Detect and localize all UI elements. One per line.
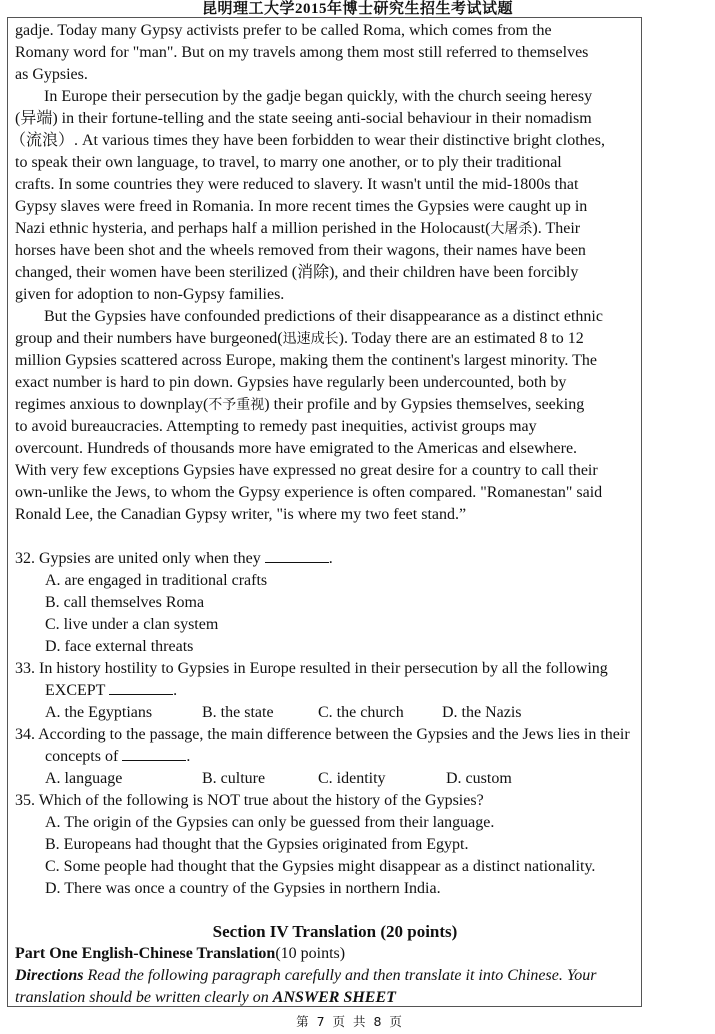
option[interactable]: B. the state	[202, 704, 274, 721]
passage-line: (异端) in their fortune-telling and the state seeing anti-social behaviour in their nomadism	[15, 110, 592, 127]
question-stem: Gypsies are united only when they	[39, 550, 261, 567]
option[interactable]: B. Europeans had thought that the Gypsies originated from Egypt.	[45, 836, 469, 853]
option[interactable]: D. the Nazis	[442, 704, 522, 721]
passage-line: With very few exceptions Gypsies have expressed no great desire for a country to call their	[15, 462, 598, 479]
question-stem: According to the passage, the main difference between the Gypsies and the Jews lies in their	[38, 726, 630, 743]
option[interactable]: C. identity	[318, 770, 386, 787]
option[interactable]: B. call themselves Roma	[45, 594, 205, 611]
passage-line: Gypsy slaves were freed in Romania. In more recent times the Gypsies were caught up in	[15, 198, 588, 215]
passage-line: million Gypsies scattered across Europe, making them the continent's largest minority. The	[15, 352, 598, 369]
question-33	[15, 658, 608, 680]
passage-line: own-unlike the Jews, to whom the Gypsy experience is often compared. "Romanestan" said	[15, 484, 603, 501]
passage-line: changed, their women have been sterilized (消除), and their children have been forcibly	[15, 264, 579, 281]
options-row-34	[0, 768, 700, 790]
passage-line: as Gypsies.	[15, 66, 88, 83]
section-title: Section IV Translation (20 points)	[212, 922, 458, 941]
answer-blank	[265, 548, 329, 563]
passage-line: given for adoption to non-Gypsy families.	[15, 286, 285, 303]
passage-line: to speak their own language, to travel, to marry one another, or to ply their traditional	[15, 154, 562, 171]
option[interactable]: D. custom	[446, 770, 512, 787]
page-number: 第 7 页 共 8 页	[296, 1014, 404, 1029]
question-number: 33.	[15, 660, 35, 677]
options-row-33	[0, 702, 700, 724]
question-33-cont: EXCEPT .	[45, 682, 178, 699]
directions-text: Read the following paragraph carefully and then translate it into Chinese. Your	[83, 967, 597, 984]
part-heading	[15, 943, 345, 965]
passage-line-burgeoned	[15, 328, 584, 350]
question-number: 35.	[15, 792, 35, 809]
directions-line-2	[15, 987, 396, 1009]
answer-blank	[109, 680, 173, 695]
gloss-holocaust: 大屠杀	[490, 221, 533, 237]
passage-line: horses have been shot and the wheels removed from their wagons, their names have been	[15, 242, 586, 259]
question-number: 34.	[15, 726, 35, 743]
question-number: 32.	[15, 550, 35, 567]
passage-line: ). Their	[532, 220, 581, 237]
directions-line-1	[15, 965, 596, 987]
passage-line: crafts. In some countries they were reduced to slavery. It wasn't until the mid-1800s that	[15, 176, 579, 193]
option[interactable]: A. language	[45, 770, 123, 787]
option[interactable]: A. the Egyptians	[45, 704, 153, 721]
question-35	[15, 790, 484, 812]
answer-sheet-label: ANSWER SHEET	[272, 989, 396, 1006]
option[interactable]: D. There was once a country of the Gypsies in northern India.	[45, 880, 441, 897]
passage-line: gadje. Today many Gypsy activists prefer to be called Roma, which comes from the	[15, 22, 552, 39]
directions-text-2: translation should be written clearly on	[15, 989, 273, 1006]
passage-line: to avoid bureaucracies. Attempting to remedy past inequities, activist groups may	[15, 418, 537, 435]
passage-line: But the Gypsies have confounded predictions of their disappearance as a distinct ethnic	[44, 308, 603, 325]
option[interactable]: A. The origin of the Gypsies can only be guessed from their language.	[45, 814, 495, 831]
question-stem-cont: concepts of	[45, 748, 119, 765]
option[interactable]: C. the church	[318, 704, 404, 721]
passage-line: Romany word for "man". But on my travels among them most still referred to themselves	[15, 44, 589, 61]
directions-label: Directions	[15, 967, 84, 984]
passage-line: ). Today there are an estimated 8 to 12	[338, 330, 584, 347]
passage-line: overcount. Hundreds of thousands more have emigrated to the Americas and elsewhere.	[15, 440, 578, 457]
passage-line-downplay	[15, 394, 584, 416]
gloss-downplay: 不予重视	[208, 397, 265, 413]
passage-line: regimes anxious to downplay(	[15, 396, 209, 413]
gloss-burgeoned: 迅速成长	[282, 331, 339, 347]
question-stem: Which of the following is NOT true about the history of the Gypsies?	[38, 792, 484, 809]
passage-line: ) their profile and by Gypsies themselves, seeking	[264, 396, 585, 413]
option[interactable]: B. culture	[202, 770, 266, 787]
question-32: 32. Gypsies are united only when they .	[15, 550, 333, 567]
passage-line: exact number is hard to pin down. Gypsies have regularly been undercounted, both by	[15, 374, 567, 391]
passage-line: （流浪）. At various times they have been forbidden to wear their distinctive bright clothes,	[10, 132, 605, 149]
question-stem-cont: EXCEPT	[45, 682, 106, 699]
option[interactable]: C. Some people had thought that the Gypsies might disappear as a distinct nationality.	[45, 858, 596, 875]
passage-line: Nazi ethnic hysteria, and perhaps half a million perished in the Holocaust(	[15, 220, 491, 237]
passage-line: Ronald Lee, the Canadian Gypsy writer, "is where my two feet stand.”	[15, 506, 467, 523]
part-points: (10 points)	[275, 945, 346, 962]
part-title: Part One English-Chinese Translation	[15, 945, 276, 962]
passage-line: In Europe their persecution by the gadje began quickly, with the church seeing heresy	[44, 88, 593, 105]
option[interactable]: D. face external threats	[45, 638, 194, 655]
question-34-cont: concepts of .	[45, 748, 191, 765]
question-34	[15, 724, 630, 746]
answer-blank	[122, 746, 186, 761]
passage-line: group and their numbers have burgeoned(	[15, 330, 283, 347]
option[interactable]: A. are engaged in traditional crafts	[45, 572, 268, 589]
question-stem: In history hostility to Gypsies in Europe resulted in their persecution by all the following	[39, 660, 608, 677]
option[interactable]: C. live under a clan system	[45, 616, 219, 633]
passage-line-holocaust	[15, 218, 580, 240]
exam-header-title: 昆明理工大学2015年博士研究生招生考试试题	[201, 1, 513, 17]
